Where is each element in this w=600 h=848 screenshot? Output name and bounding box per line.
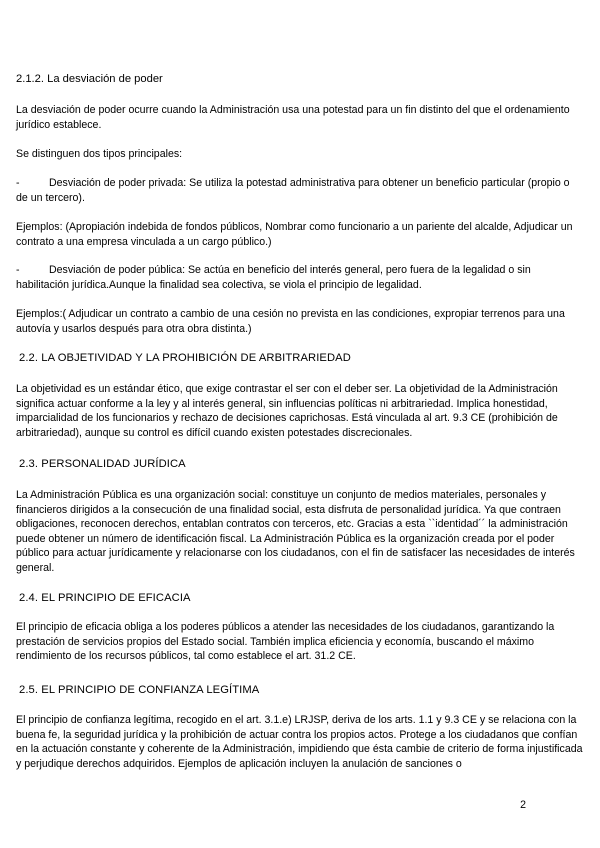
section-heading-2-2: 2.2. LA OBJETIVIDAD Y LA PROHIBICIÓN DE ARBITRARIEDAD [19, 352, 351, 364]
page-number: 2 [520, 799, 526, 811]
section-heading-2-4: 2.4. EL PRINCIPIO DE EFICACIA [19, 592, 191, 604]
paragraph-private-examples: Ejemplos: (Apropiación indebida de fondos públicos, Nombrar como funcionario a un pariente del alcalde, Adjudicar un contrato a una empresa vinculada a un cargo público.) [16, 221, 573, 248]
bullet-private-deviation [16, 176, 584, 205]
paragraph-personalidad: La Administración Pública es una organización social: constituye un conjunto de medios materiales, personales y financieros dirigidos a la consecución de una finalidad social, esta disfruta de personalidad jurídica. Ya que contraen obligaciones, reconocen derechos, entablan contratos con terceros, etc. Gracias a esta ``identidad´´ la administración puede obtener un número de identificación fiscal. La Administración Pública es la organización creada por el poder público para actuar jurídicamente y relacionarse con los ciudadanos, con el fin de satisfacer las necesidades de interés general. [16, 489, 575, 574]
section-heading-2-1-2: 2.1.2. La desviación de poder [16, 73, 163, 85]
paragraph-objetividad: La objetividad es un estándar ético, que exige contrastar el ser con el deber ser. La objetividad de la Administración significa actuar conforme a la ley y al interés general, sin influencias políticas ni arbitrariedad. Implica honestidad, imparcialidad de los funcionarios y rechazo de decisiones caprichosas. Está vinculada al art. 9.3 CE (prohibición de arbitrariedad), aunque su control es difícil cuando existen potestades discrecionales. [16, 383, 558, 439]
bullet-dash: - [16, 264, 20, 276]
paragraph-confianza: El principio de confianza legítima, recogido en el art. 3.1.e) LRJSP, deriva de los arts. 1.1 y 9.3 CE y se relaciona con la buena fe, la seguridad jurídica y la prohibición de actuar contra los propios actos. Protege a los ciudadanos que confían en la actuación constante y coherente de la Administración, impidiendo que ésta cambie de criterio de forma injustificada y perjudique derechos adquiridos. Ejemplos de aplicación incluyen la anulación de sanciones o [16, 714, 583, 770]
paragraph-eficacia: El principio de eficacia obliga a los poderes públicos a atender las necesidades de los ciudadanos, garantizando la prestación de servicios propios del Estado social. También implica eficiencia y economía, buscando el máximo rendimiento de los recursos públicos, tal como establece el art. 31.2 CE. [16, 621, 555, 662]
paragraph-types-intro: Se distinguen dos tipos principales: [16, 148, 183, 160]
paragraph-public-examples: Ejemplos:( Adjudicar un contrato a cambio de una cesión no prevista en las condiciones, expropiar terrenos para una autovía y usarlos después para otra obra distinta.) [16, 308, 565, 335]
section-heading-2-3: 2.3. PERSONALIDAD JURÍDICA [19, 458, 186, 470]
paragraph-desviacion-intro: La desviación de poder ocurre cuando la Administración usa una potestad para un fin distinto del que el ordenamiento jurídico establece. [16, 104, 570, 131]
bullet-public-text: Desviación de poder pública: Se actúa en beneficio del interés general, pero fuera de la legalidad o sin habilitación jurídica.Aunque la finalidad sea colectiva, se viola el principio de legalidad. [16, 264, 531, 291]
section-heading-2-5: 2.5. EL PRINCIPIO DE CONFIANZA LEGÍTIMA [19, 684, 260, 696]
bullet-public-deviation [16, 263, 584, 292]
bullet-dash: - [16, 177, 20, 189]
bullet-private-text: Desviación de poder privada: Se utiliza la potestad administrativa para obtener un beneficio particular (propio o de un tercero). [16, 177, 570, 204]
